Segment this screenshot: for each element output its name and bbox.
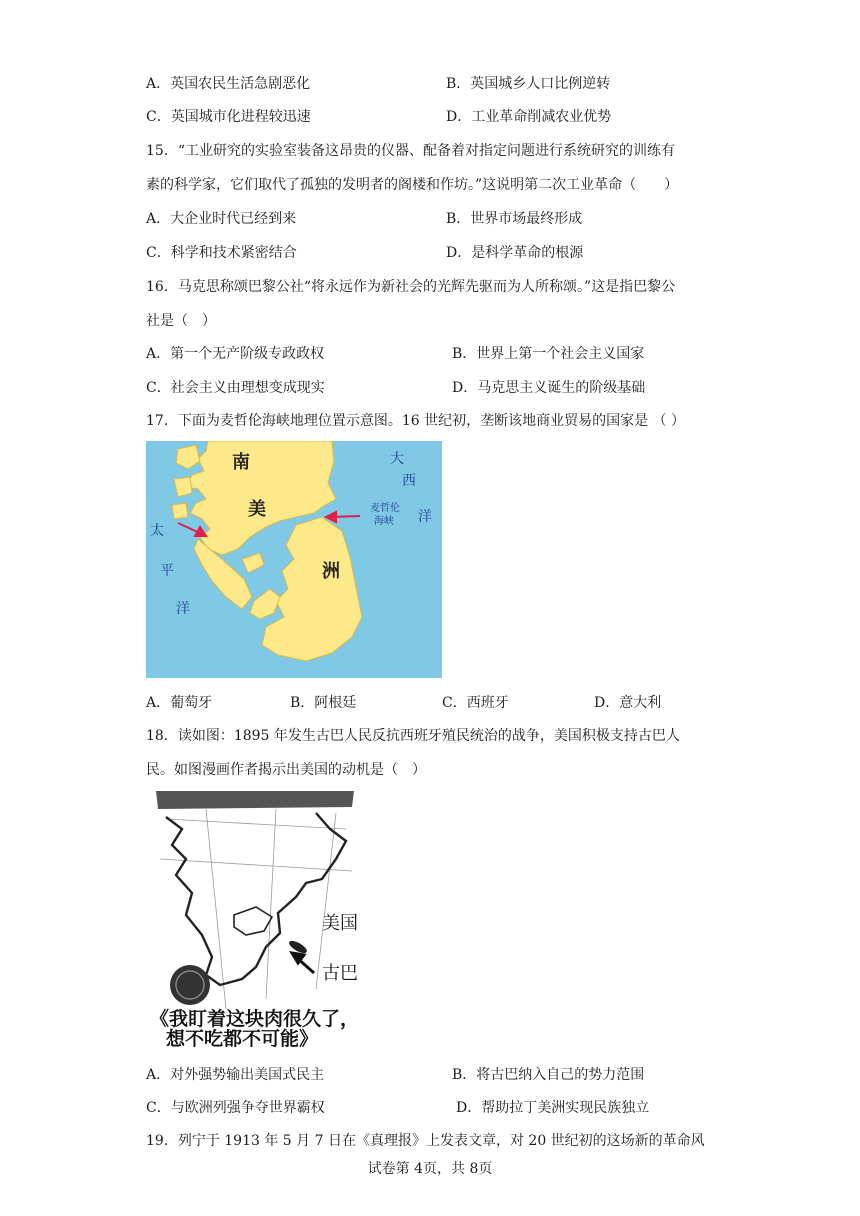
q15-option-d: D．是科学革命的根源 (446, 245, 584, 261)
label-tai: 太 (150, 523, 164, 539)
q17-option-a: A．葡萄牙 (146, 695, 213, 711)
label-yang-pacific: 洋 (176, 601, 190, 617)
q16-option-d: D．马克思主义诞生的阶级基础 (452, 380, 646, 396)
q14-option-c: C．英国城市化进程较迅速 (146, 109, 311, 125)
label-zhou: 洲 (322, 561, 340, 582)
q17-option-d: D．意大利 (594, 695, 662, 711)
q14-option-d: D．工业革命削减农业优势 (446, 109, 612, 125)
cartoon-label-cuba: 古巴 (322, 963, 358, 984)
label-da: 大 (390, 451, 404, 467)
label-strait-1: 麦哲伦 (370, 503, 400, 514)
q17-stem: 17．下面为麦哲伦海峡地理位置示意图。16 世纪初，垄断该地商业贸易的国家是 （ ） (146, 413, 685, 429)
q17-option-c: C．西班牙 (442, 695, 509, 711)
q14-option-b: B．英国城乡人口比例逆转 (446, 76, 611, 92)
page-footer: 试卷第 4页，共 8页 (367, 1161, 493, 1177)
q15-stem-line-2: 素的科学家，它们取代了孤独的发明者的阁楼和作坊。”这说明第二次工业革命（ ） (146, 177, 679, 193)
cartoon-top-band (156, 791, 354, 809)
q16-option-c: C．社会主义由理想变成现实 (146, 380, 325, 396)
q15-stem-line-1: 15．“工业研究的实验室装备这昂贵的仪器、配备着对指定问题进行系统研究的训练有 (146, 143, 675, 159)
q15-option-b: B．世界市场最终形成 (446, 211, 583, 227)
q15-option-a: A．大企业时代已经到来 (146, 211, 297, 227)
q18-stem-line-2: 民。如图漫画作者揭示出美国的动机是（ ） (146, 762, 426, 778)
q16-option-b: B．世界上第一个社会主义国家 (452, 346, 645, 362)
q18-stem-line-1: 18．读如图：1895 年发生古巴人民反抗西班牙殖民统治的战争，美国积极支持古巴人 (146, 728, 680, 744)
q18-option-a: A．对外强势输出美国式民主 (146, 1067, 325, 1083)
political-cartoon (146, 789, 370, 1047)
q15-option-c: C．科学和技术紧密结合 (146, 245, 297, 261)
q18-option-c: C．与欧洲列强争夺世界霸权 (146, 1100, 325, 1116)
q18-option-d: D．帮助拉丁美洲实现民族独立 (456, 1100, 650, 1116)
q17-option-b: B．阿根廷 (290, 695, 357, 711)
label-strait-2: 海峡 (374, 516, 394, 527)
q14-option-a: A．英国农民生活急剧恶化 (146, 76, 311, 92)
q19-stem-line-1: 19．列宁于 1913 年 5 月 7 日在《真理报》上发表文章，对 20 世纪初的这场新的革命风 (146, 1133, 705, 1149)
label-yang-atlantic: 洋 (418, 509, 432, 525)
magellan-strait-map (146, 441, 442, 678)
label-mei: 美 (248, 499, 266, 520)
q16-option-a: A．第一个无产阶级专政政权 (146, 346, 325, 362)
cartoon-label-usa: 美国 (322, 913, 358, 934)
cartoon-caption-1: 《我盯着这块肉很久了， (150, 1008, 360, 1030)
q18-option-b: B．将古巴纳入自己的势力范围 (452, 1067, 645, 1083)
q16-stem-line-1: 16．马克思称颂巴黎公社“将永远作为新社会的光辉先驱而为人所称颂。”这是指巴黎公 (146, 279, 676, 295)
label-nan: 南 (232, 452, 250, 473)
map-island (172, 503, 188, 519)
q16-stem-line-2: 社是（ ） (146, 313, 216, 329)
cartoon-caption-2: 想不吃都不可能》 (166, 1028, 319, 1047)
label-xi: 西 (402, 473, 416, 489)
label-ping: 平 (160, 563, 174, 579)
